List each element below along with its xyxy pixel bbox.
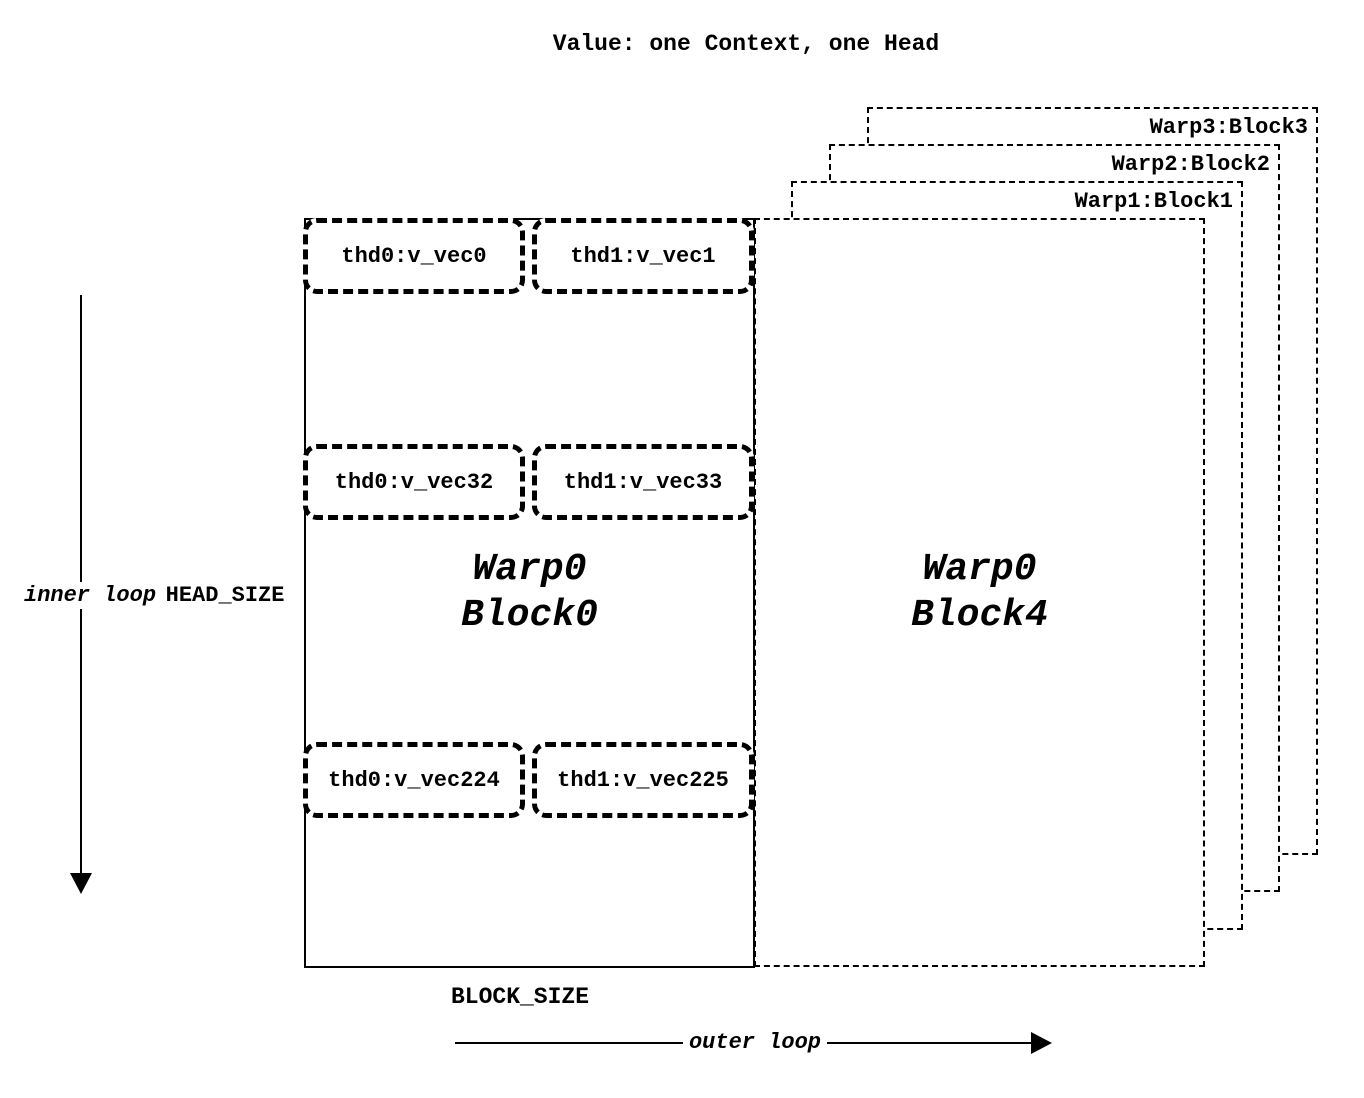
arrowhead-down-icon <box>70 873 92 894</box>
vec-cell-thd0-v224: thd0:v_vec224 <box>303 742 525 818</box>
warp0-block0-label <box>306 547 753 639</box>
outer-loop-label: outer loop <box>683 1030 827 1055</box>
vec-cell-thd0-v0: thd0:v_vec0 <box>303 218 525 294</box>
inner-loop-axis-label <box>22 582 286 609</box>
warp0-block4-label-line1: Warp0 <box>922 548 1037 591</box>
warp2-block2-label: Warp2:Block2 <box>1111 152 1270 177</box>
vec-cell-thd1-v33: thd1:v_vec33 <box>532 444 754 520</box>
warp1-block1-label: Warp1:Block1 <box>1074 189 1233 214</box>
warp0-block0-label-line1: Warp0 <box>472 548 587 591</box>
warp0-block0-panel <box>304 218 755 968</box>
warp0-block4-label <box>756 547 1203 639</box>
warp0-block0-label-line2: Block0 <box>461 594 598 637</box>
block-size-label: BLOCK_SIZE <box>450 984 590 1010</box>
warp0-block4-panel <box>754 218 1205 967</box>
warp0-block4-label-line2: Block4 <box>911 594 1048 637</box>
vec-cell-thd1-v225: thd1:v_vec225 <box>532 742 754 818</box>
warp3-block3-label: Warp3:Block3 <box>1149 115 1308 140</box>
inner-loop-label: inner loop <box>24 583 157 608</box>
diagram-title: Value: one Context, one Head <box>552 31 940 57</box>
arrowhead-right-icon <box>1031 1032 1052 1054</box>
vec-cell-thd0-v32: thd0:v_vec32 <box>303 444 525 520</box>
vec-cell-thd1-v1: thd1:v_vec1 <box>532 218 754 294</box>
head-size-label: HEAD_SIZE <box>165 583 285 608</box>
